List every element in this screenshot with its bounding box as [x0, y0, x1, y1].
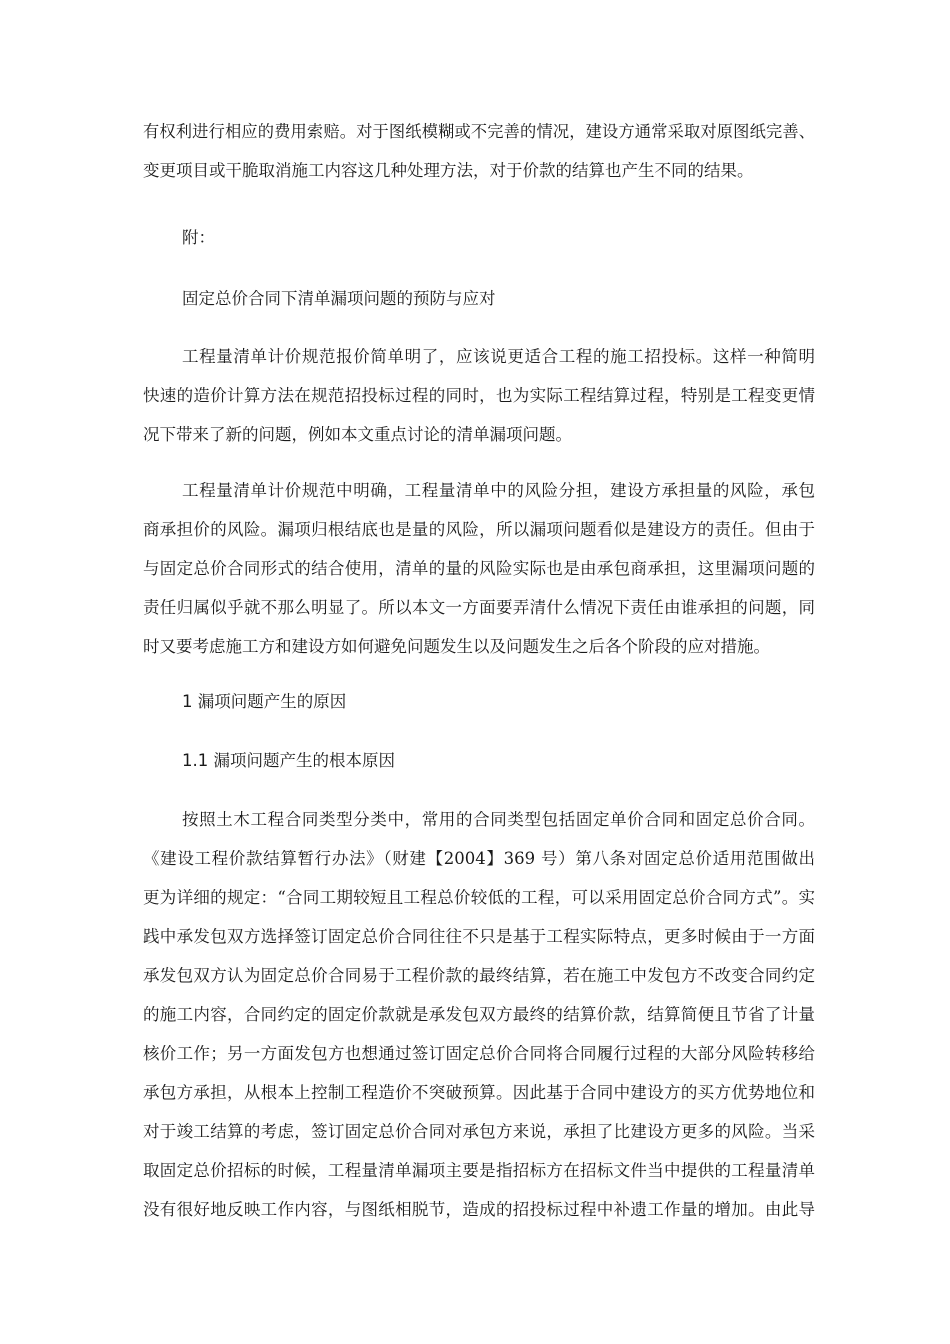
text-line: 工程量清单计价规范报价简单明了，应该说更适合工程的施工招投标。这样一种简明 — [182, 347, 815, 366]
text-line: 没有很好地反映工作内容，与图纸相脱节，造成的招投标过程中补遗工作量的增加。由此导 — [143, 1200, 815, 1219]
paragraph-intro-continuation — [143, 112, 815, 190]
paragraph-risk — [143, 471, 815, 666]
text-line: 取固定总价招标的时候，工程量清单漏项主要是指招标方在招标文件当中提供的工程量清单 — [143, 1161, 815, 1180]
text-line: 变更项目或干脆取消施工内容这几种处理方法，对于价款的结算也产生不同的结果。 — [143, 161, 754, 180]
text-line: 有权利进行相应的费用索赔。对于图纸模糊或不完善的情况，建设方通常采取对原图纸完善、 — [143, 122, 815, 141]
text-line: 1.1 漏项问题产生的根本原因 — [182, 751, 395, 770]
text-line: 商承担价的风险。漏项归根结底也是量的风险，所以漏项问题看似是建设方的责任。但由于 — [143, 520, 815, 539]
text-line: 的施工内容，合同约定的固定价款就是承发包双方最终的结算价款，结算简便且节省了计量 — [143, 1005, 815, 1024]
text-line: 承包方承担，从根本上控制工程造价不突破预算。因此基于合同中建设方的买方优势地位和 — [143, 1083, 815, 1102]
appendix-label — [143, 218, 815, 257]
text-line: 践中承发包双方选择签订固定总价合同往往不只是基于工程实际特点，更多时候由于一方面 — [143, 927, 815, 946]
paragraph-contract-types — [143, 800, 815, 1229]
text-line: 1 漏项问题产生的原因 — [182, 692, 347, 711]
text-line: 承发包双方认为固定总价合同易于工程价款的最终结算，若在施工中发包方不改变合同约定 — [143, 966, 815, 985]
text-line: 快速的造价计算方法在规范招投标过程的同时，也为实际工程结算过程，特别是工程变更情 — [143, 386, 815, 405]
text-line: 按照土木工程合同类型分类中，常用的合同类型包括固定单价合同和固定总价合同。 — [182, 810, 815, 829]
text-line: 责任归属似乎就不那么明显了。所以本文一方面要弄清什么情况下责任由谁承担的问题，同 — [143, 598, 815, 617]
text-line: 对于竣工结算的考虑，签订固定总价合同对承包方来说，承担了比建设方更多的风险。当采 — [143, 1122, 815, 1141]
section-heading-1 — [143, 682, 815, 721]
text-line: 时又要考虑施工方和建设方如何避免问题发生以及问题发生之后各个阶段的应对措施。 — [143, 637, 770, 656]
text-line: 况下带来了新的问题，例如本文重点讨论的清单漏项问题。 — [143, 425, 572, 444]
article-title — [143, 279, 815, 318]
paragraph-intro — [143, 337, 815, 454]
text-line: 与固定总价合同形式的结合使用，清单的量的风险实际也是由承包商承担，这里漏项问题的 — [143, 559, 815, 578]
text-line: 《建设工程价款结算暂行办法》（财建【2004】369 号）第八条对固定总价适用范围做出 — [143, 849, 815, 868]
text-line: 工程量清单计价规范中明确，工程量清单中的风险分担，建设方承担量的风险，承包 — [182, 481, 815, 500]
section-heading-1-1 — [143, 741, 815, 780]
text-line: 更为详细的规定：“合同工期较短且工程总价较低的工程，可以采用固定总价合同方式”。实 — [143, 888, 815, 907]
text-line: 核价工作；另一方面发包方也想通过签订固定总价合同将合同履行过程的大部分风险转移给 — [143, 1044, 815, 1063]
text-line: 附： — [182, 228, 215, 247]
text-line: 固定总价合同下清单漏项问题的预防与应对 — [182, 289, 496, 308]
